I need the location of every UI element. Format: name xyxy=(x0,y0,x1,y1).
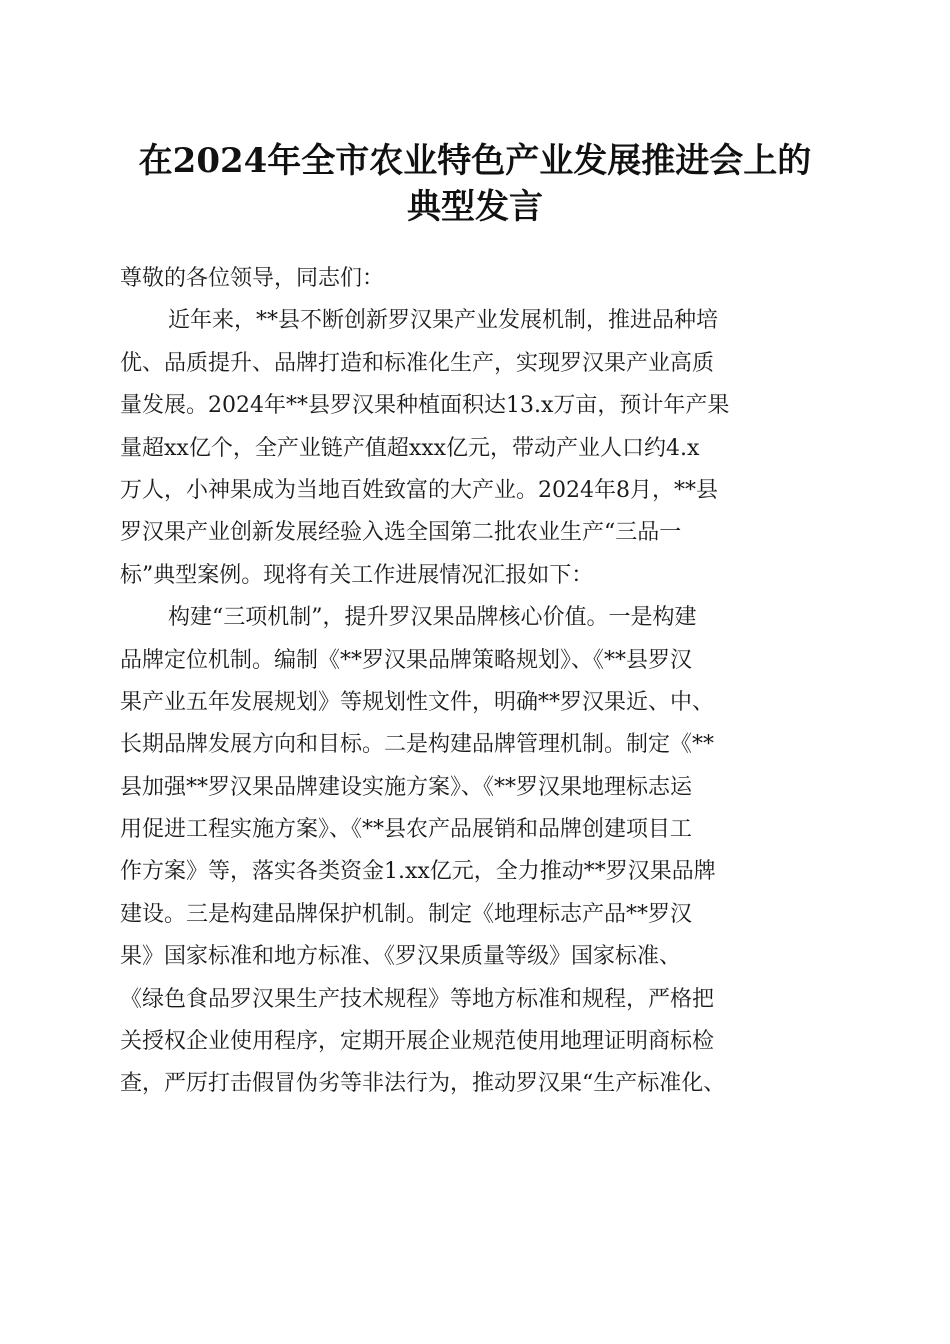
document-body xyxy=(120,258,825,1106)
paragraph-line: 品牌定位机制。编制《**罗汉果品牌策略规划》、《**县罗汉 xyxy=(120,647,693,673)
paragraph-line: 近年来，**县不断创新罗汉果产业发展机制，推进品种培 xyxy=(168,308,719,334)
paragraph-line: 构建“三项机制”，提升罗汉果品牌核心价值。一是构建 xyxy=(168,605,697,631)
paragraph-line: 建设。三是构建品牌保护机制。制定《地理标志产品**罗汉 xyxy=(120,901,693,927)
paragraph-intro xyxy=(120,300,825,597)
paragraph-line: 用促进工程实施方案》、《**县农产品展销和品牌创建项目工 xyxy=(120,817,693,843)
salutation: 尊敬的各位领导，同志们： xyxy=(120,266,385,291)
paragraph-line: 量超xx亿个，全产业链产值超xxx亿元，带动产业人口约4.x xyxy=(120,435,700,461)
paragraph-line: 长期品牌发展方向和目标。二是构建品牌管理机制。制定《** xyxy=(120,732,715,758)
paragraph-line: 优、品质提升、品牌打造和标准化生产，实现罗汉果产业高质 xyxy=(120,350,715,376)
paragraph-line: 果产业五年发展规划》等规划性文件，明确**罗汉果近、中、 xyxy=(120,689,715,715)
paragraph-line: 量发展。2024年**县罗汉果种植面积达13.x万亩，预计年产果 xyxy=(120,393,730,419)
paragraph-line: 《绿色食品罗汉果生产技术规程》等地方标准和规程，严格把 xyxy=(120,986,715,1012)
paragraph-line: 标”典型案例。现将有关工作进展情况汇报如下： xyxy=(120,562,594,588)
title-line: 典型发言 xyxy=(407,187,543,227)
paragraph-line: 罗汉果产业创新发展经验入选全国第二批农业生产“三品一 xyxy=(120,520,682,546)
document-title xyxy=(100,138,850,230)
paragraph-brand-mechanism xyxy=(120,597,825,1106)
paragraph-line: 果》国家标准和地方标准、《罗汉果质量等级》国家标准、 xyxy=(120,944,682,970)
paragraph-line: 关授权企业使用程序，定期开展企业规范使用地理证明商标检 xyxy=(120,1029,715,1055)
paragraph-line: 作方案》等，落实各类资金1.xx亿元，全力推动**罗汉果品牌 xyxy=(120,859,716,885)
title-line: 在2024年全市农业特色产业发展推进会上的 xyxy=(138,141,812,181)
paragraph-line: 查，严厉打击假冒伪劣等非法行为，推动罗汉果“生产标准化、 xyxy=(120,1071,726,1097)
paragraph-line: 万人，小神果成为当地百姓致富的大产业。2024年8月，**县 xyxy=(120,477,718,503)
paragraph-line: 县加强**罗汉果品牌建设实施方案》、《**罗汉果地理标志运 xyxy=(120,774,693,800)
